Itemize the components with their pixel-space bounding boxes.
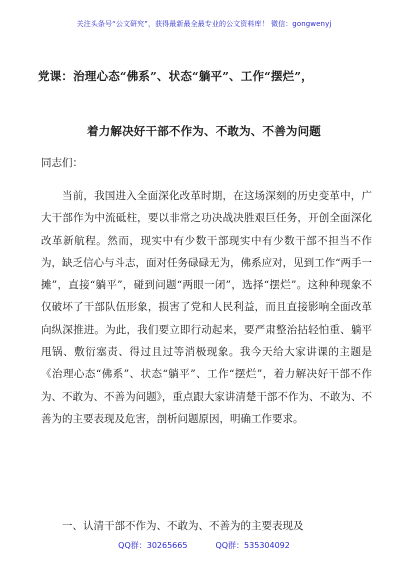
body-paragraph: 当前，我国进入全面深化改革时期，在这场深刻的历史变革中，广大干部作为中流砥柱，要以非常之功决战决胜艰巨任务，开创全面深化改革新航程。然而，现实中有少数干部现实中有少数干部不担当不作为，缺乏信心与斗志，面对任务碌碌无为，佛系应对，见到工作“两手一摊”，直接“躺平”，碰到问题“两眼一闭”，选择“摆烂”。这种种现象不仅破坏了干部队伍形象，损害了党和人民利益，而且直接影响全面改革向纵深推进。为此，我们要立即行动起来，要严肃整治拈轻怕重、躺平甩锅、敷衍塞责、得过且过等消极现象。我今天给大家讲课的主题是《治理心态“佛系”、状态“躺平”、工作“摆烂”，着力解决好干部不作为、不敢为、不善为问题》，重点跟大家讲清楚干部不作为、不敢为、不善为的主要表现及危害，剖析问题原因，明确工作要求。 (41, 190, 372, 425)
header-banner: 关注头条号“公文研究”，获得最新最全最专业的公文资料库！ 微信：gongwenyj (76, 20, 332, 28)
footer-qq-group-2: QQ群：535304092 (215, 541, 290, 550)
greeting: 同志们： (41, 157, 83, 169)
section-heading: 一、认清干部不作为、不敢为、不善为的主要表现及 (62, 520, 304, 532)
title-line-1: 党课：治理心态“佛系”、状态“躺平”、工作“摆烂”， (38, 69, 313, 83)
footer-qq (0, 540, 408, 551)
footer-qq-group-1: QQ群：30265665 (118, 541, 188, 550)
title-line-2: 着力解决好干部不作为、不敢为、不善为问题 (87, 124, 321, 138)
